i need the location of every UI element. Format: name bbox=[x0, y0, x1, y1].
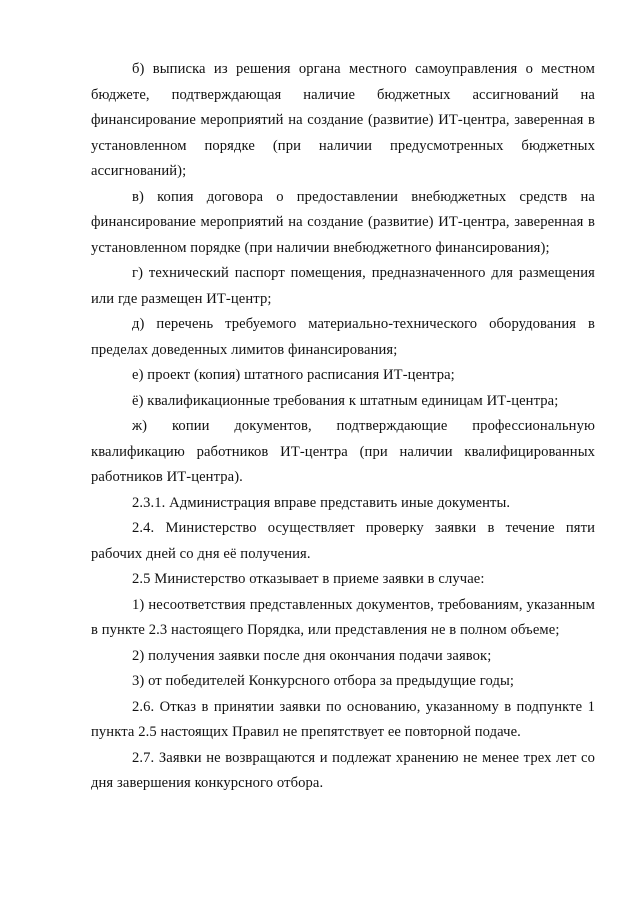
paragraph-v-extrabudget-contract: в) копия договора о предоставлении внебюджетных средств на финансирование мероприятий на создание (развитие) ИТ-центра, заверенная в установленном порядке (при наличии внебюджетного финансирования); bbox=[91, 188, 595, 256]
paragraph-g-technical-passport: г) технический паспорт помещения, предназначенного для размещения или где размещен ИТ-центр; bbox=[91, 265, 595, 307]
paragraph-b-budget-extract: б) выписка из решения органа местного самоуправления о местном бюджете, подтверждающая наличие бюджетных ассигнований на финансирование мероприятий на создание (развитие) ИТ-центра, заверенная в установленном порядке (при наличии предусмотренных бюджетных ассигнований); bbox=[91, 61, 595, 179]
paragraph-2-4: 2.4. Министерство осуществляет проверку заявки в течение пяти рабочих дней со дня её получения. bbox=[91, 520, 595, 562]
paragraph-2-3-1: 2.3.1. Администрация вправе представить иные документы. bbox=[132, 494, 511, 511]
paragraph-2-5: 2.5 Министерство отказывает в приеме заявки в случае: bbox=[132, 571, 485, 587]
paragraph-2-6: 2.6. Отказ в принятии заявки по основанию, указанному в подпункте 1 пункта 2.5 настоящих Правил не препятствует ее повторной подаче. bbox=[91, 698, 595, 740]
paragraph-2-5-item-3: 3) от победителей Конкурсного отбора за предыдущие годы; bbox=[132, 673, 515, 689]
paragraph-2-5-item-1: 1) несоответствия представленных документов, требованиям, указанным в пункте 2.3 настоящего Порядка, или представления не в полном объеме; bbox=[91, 596, 595, 638]
paragraph-2-7: 2.7. Заявки не возвращаются и подлежат хранению не менее трех лет со дня завершения конкурсного отбора. bbox=[91, 749, 595, 791]
paragraph-yo-qualification-requirements: ё) квалификационные требования к штатным единицам ИТ-центра; bbox=[132, 392, 559, 409]
paragraph-zh-qualification-documents: ж) копии документов, подтверждающие профессиональную квалификацию работников ИТ-центра (при наличии квалифицированных работников ИТ-центра). bbox=[91, 418, 595, 485]
paragraph-2-5-item-2: 2) получения заявки после дня окончания подачи заявок; bbox=[132, 647, 492, 664]
paragraph-e-staff-schedule: е) проект (копия) штатного расписания ИТ-центра; bbox=[132, 367, 455, 383]
document-body bbox=[91, 57, 595, 797]
paragraph-d-equipment-list: д) перечень требуемого материально-технического оборудования в пределах доведенных лимитов финансирования; bbox=[91, 316, 595, 358]
